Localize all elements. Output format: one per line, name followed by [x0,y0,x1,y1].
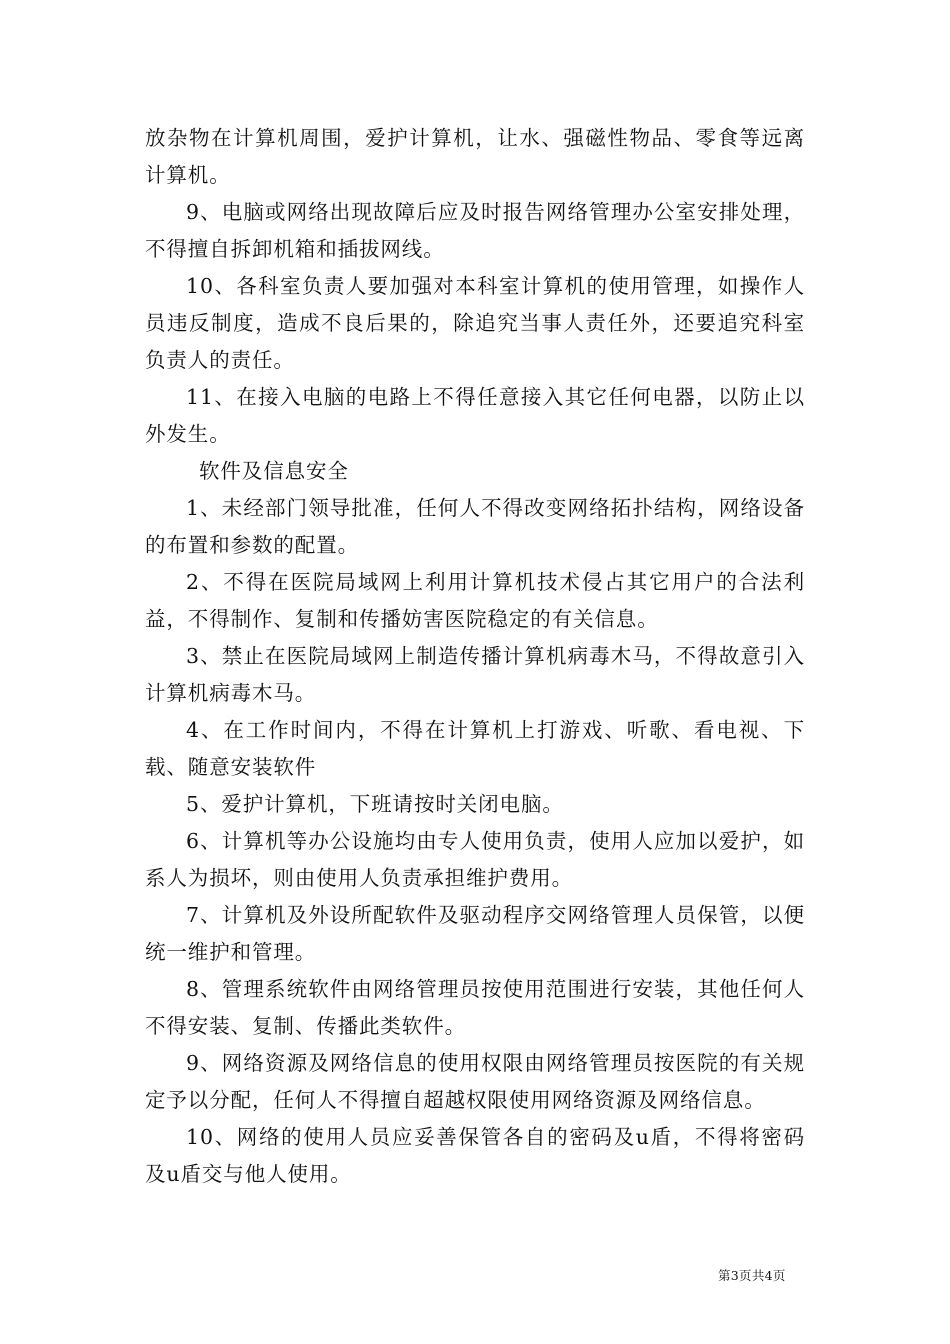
section-heading-software-security: 软件及信息安全 [199,459,349,483]
paragraph-rule-1-software: 1、未经部门领导批准，任何人不得改变网络拓扑结构，网络设备的布置和参数的配置。 [145,496,805,557]
paragraph-rule-5-software: 5、爱护计算机，下班请按时关闭电脑。 [186,792,564,816]
paragraph-continuation: 放杂物在计算机周围，爱护计算机，让水、强磁性物品、零食等远离计算机。 [145,126,805,187]
paragraph-rule-2-software: 2、不得在医院局域网上利用计算机技术侵占其它用户的合法利益，不得制作、复制和传播妨害医院稳定的有关信息。 [145,570,805,631]
paragraph-rule-6-software: 6、计算机等办公设施均由专人使用负责，使用人应加以爱护，如系人为损坏，则由使用人负责承担维护费用。 [145,829,805,890]
paragraph-rule-9-hardware: 9、电脑或网络出现故障后应及时报告网络管理办公室安排处理，不得擅自拆卸机箱和插拔网线。 [145,200,805,261]
paragraph-rule-8-software: 8、管理系统软件由网络管理员按使用范围进行安装，其他任何人不得安装、复制、传播此类软件。 [145,977,805,1038]
paragraph-rule-7-software: 7、计算机及外设所配软件及驱动程序交网络管理人员保管，以便统一维护和管理。 [145,903,805,964]
paragraph-rule-11-hardware: 11、在接入电脑的电路上不得任意接入其它任何电器，以防止以外发生。 [145,385,805,446]
document-body [145,120,805,1193]
paragraph-rule-10-hardware: 10、各科室负责人要加强对本科室计算机的使用管理，如操作人员违反制度，造成不良后果的，除追究当事人责任外，还要追究科室负责人的责任。 [145,274,805,372]
paragraph-rule-3-software: 3、禁止在医院局域网上制造传播计算机病毒木马，不得故意引入计算机病毒木马。 [145,644,805,705]
page-number-footer: 第3页共4页 [718,1268,786,1283]
paragraph-rule-10-software: 10、网络的使用人员应妥善保管各自的密码及u盾，不得将密码及u盾交与他人使用。 [145,1125,805,1186]
paragraph-rule-4-software: 4、在工作时间内，不得在计算机上打游戏、听歌、看电视、下载、随意安装软件 [145,718,805,779]
paragraph-rule-9-software: 9、网络资源及网络信息的使用权限由网络管理员按医院的有关规定予以分配，任何人不得擅自超越权限使用网络资源及网络信息。 [145,1051,805,1112]
